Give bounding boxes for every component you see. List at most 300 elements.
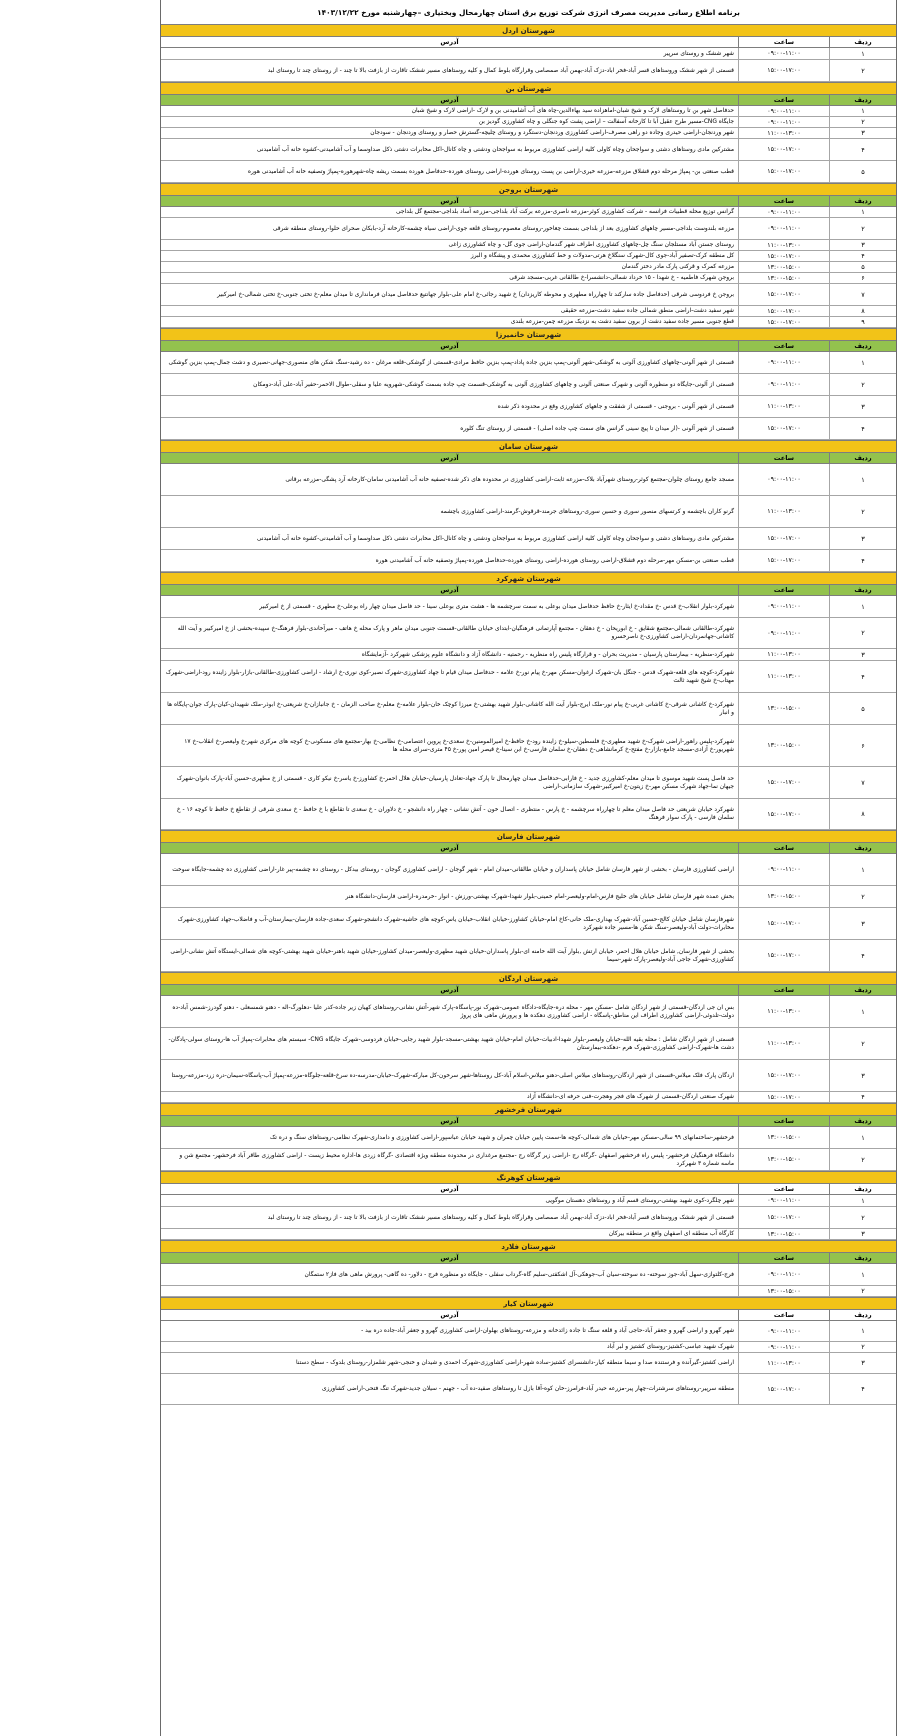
table-row [161, 1060, 896, 1092]
time-range: ۱۵:۰۰-۱۷:۰۰ [738, 1092, 829, 1102]
address-cell [161, 767, 738, 798]
row-number: ۴ [829, 418, 896, 439]
address-cell [161, 528, 738, 549]
city-heading: شهرستان فلارد [161, 1240, 896, 1253]
address-text: کل منطقه کرک-تصفیر آباد-جوی کال-شهرک سنگلاخ هرتی-مدولات و خط کشاورزی محمدی و پیشگاه و البرز [470, 253, 734, 259]
address-text: روستای جستن آباد مستلجان سنگ چل-چاههای کشاورزی اطراف شهر گندمان-اراضی جوی گل- و چاه کشاورزی زاغی [448, 242, 734, 248]
row-number: ۱ [829, 106, 896, 116]
city-heading: شهرستان بن [161, 82, 896, 95]
table-row [161, 1195, 896, 1207]
address-cell [161, 396, 738, 417]
time-range: ۱۵:۰۰-۱۷:۰۰ [738, 767, 829, 798]
row-number: ۳ [829, 649, 896, 660]
column-header-time: ساعت [738, 453, 829, 463]
address-cell [161, 128, 738, 138]
page-title: برنامه اطلاع رسانی مدیریت مصرف انرژی شرکت توزیع برق استان چهارمحال وبختیاری –چهارشنبه مورخ ۱۴۰۳/۱۲/۲۲ [317, 7, 740, 17]
table-row [161, 528, 896, 550]
address-text: شهر سفید دشت-اراضی منطق شمالی جاده سفید دشت-مزرعه حقیقی [560, 308, 734, 314]
time-range: ۱۱:۰۰-۱۳:۰۰ [738, 496, 829, 527]
column-header-row-no: ردیف [829, 341, 896, 351]
row-number: ۳ [829, 1229, 896, 1239]
table-row [161, 284, 896, 306]
address-text: شهرکرد خیابان شریعتی حد فاصل میدان معلم تا چهارراه سرچشمه - خ پارس - منتظری - اتصال خون - آتش نشانی - چهار راه دانشجو - خ دلاوران - خ سعدی تا تقاطع با خ حافظ - خ سعدی شرقی از تقاطع خ حافظ تا کوچه ۱۶ - خ سلمان فارسی - پارک سوار فرهنگ [176, 807, 734, 821]
address-cell [161, 60, 738, 81]
time-range: ۰۹:۰۰-۱۱:۰۰ [738, 618, 829, 648]
address-cell [161, 1229, 738, 1239]
city-heading: شهرستان اردگان [161, 972, 896, 985]
row-number: ۱ [829, 1127, 896, 1148]
address-cell [161, 317, 738, 327]
row-number: ۳ [829, 128, 896, 138]
time-range: ۰۹:۰۰-۱۱:۰۰ [738, 596, 829, 617]
address-cell [161, 240, 738, 250]
address-cell [161, 1207, 738, 1228]
column-header-time: ساعت [738, 843, 829, 853]
table-row [161, 767, 896, 799]
table-row [161, 1229, 896, 1240]
address-cell [161, 262, 738, 272]
table-row [161, 161, 896, 183]
address-cell [161, 251, 738, 261]
row-number: ۲ [829, 1028, 896, 1059]
time-range: ۱۵:۰۰-۱۷:۰۰ [738, 60, 829, 81]
row-number: ۵ [829, 693, 896, 724]
time-range: ۰۹:۰۰-۱۱:۰۰ [738, 352, 829, 373]
table-row [161, 550, 896, 572]
address-cell [161, 1127, 738, 1148]
address-text: قسمتی از شهر اردگان شامل : محله بقیه الله-خیابان ولیعصر-بلوار شهدا-ادبیات-خیابان امام-خیابان شهید بهشتی-مسجد-بلوار شهید رجایی-خیابان فردوسی-شهرک جایگاه CNG- سیستم های مخابرات-پمپاژ آب ها-روستای سولی-پادگان-دشت ها-شهرک-اراضی کشاورزی-شهرک هرم -دهکده-بیمارستان [168, 1036, 734, 1051]
address-cell [161, 596, 738, 617]
time-range: ۱۳:۰۰-۱۵:۰۰ [738, 1127, 829, 1148]
time-range: ۰۹:۰۰-۱۱:۰۰ [738, 464, 829, 495]
address-text: قسمتی از شهر آلونی - بروجنی - قسمتی از شفقت و جاههای کشاورزی وقع در محدوده ذکر شده [497, 403, 734, 410]
address-text: بروجن خ فردوسی شرقی (حدفاصل جاده سارکند تا چهارراه مطهری و محوطه کاریزدان) خ شهید رجائی-خ امام علی-بلوار جهانتیغ حدفاصل میدان فرمانداری تا میدان معلم-خ تختی جنوبی-خ تختی شمالی-خ امیرکبیر [217, 291, 734, 298]
row-number: ۱ [829, 996, 896, 1027]
row-number: ۴ [829, 139, 896, 160]
address-cell [161, 1353, 738, 1373]
address-cell [161, 661, 738, 692]
address-text: جایگاه CNG-مسیر طرح عقیل آبا تا کارخانه آسفالت – اراضی پشت کوه جنگلی و چاه کشاورزی گودیز بن [478, 119, 734, 125]
time-range: ۱۱:۰۰-۱۳:۰۰ [738, 996, 829, 1027]
address-cell [161, 886, 738, 907]
address-text: شهرکرد-خ کاشانی شرقی-خ کاشانی غربی-خ پیام نور-ملک ایرج-بلوار آیت الله کاشانی-بلوار شهید بهشتی-خ میرزا کوچک خان-بلوار علامه-خ معلم-خ صاحب الزمان - خ جانبازان-خ شریعتی-خ ابوذر-ملک شهیدان-کیان-پارک جوان-پایگاه ها و انبار [167, 701, 734, 716]
address-cell [161, 161, 738, 182]
column-header-address: آدرس [440, 844, 459, 852]
address-text: قطع جنوبی مسیر جاده سفید دشت از برون سفید دشت به نزدیک مزرعه چمن-مزرعه بلندی [510, 319, 734, 325]
time-range: ۰۹:۰۰-۱۱:۰۰ [738, 106, 829, 116]
column-header-time: ساعت [738, 1116, 829, 1126]
table-row [161, 661, 896, 693]
time-range: ۰۹:۰۰-۱۱:۰۰ [738, 1342, 829, 1352]
time-range: ۱۵:۰۰-۱۷:۰۰ [738, 550, 829, 571]
table-row [161, 886, 896, 908]
table-row [161, 1264, 896, 1286]
time-range: ۱۳:۰۰-۱۵:۰۰ [738, 1149, 829, 1170]
city-heading: شهرستان اردل [161, 24, 896, 37]
table-row [161, 128, 896, 139]
address-cell [161, 273, 738, 283]
column-header-address: آدرس [440, 342, 459, 350]
address-text: اردگان پارک فلک میلاس-قسمتی از شهر اردگان-روستاهای میلاس اصلی-دهنو میلاس-اسلام آباد-کل روستاها-شهر سرخون-کل مبارکه-شهرک-خیابان-مدرسه-ده سرخ-قلعه-جلوگاه-مزرعه-پمپاژ آب-پاسگاه-سیمان-دره زرد-مزرعه-روستا [171, 1072, 734, 1079]
table-row [161, 317, 896, 328]
address-cell [161, 48, 738, 59]
address-text: منطقه سرپیر-روستاهای سرشترات-چهار پیر-مزرعه حیدر آباد-فرامرز-خان کوه-آقا بازل تا روستاهای صفید-ده آب - جهنم - سیلان جدید-شهرک تنگ فتحی-اراضی کشاورزی [321, 1386, 734, 1392]
address-text: قسمتی از آلونی-جایگاه دو منظوره آلونی و شهرک صنعتی آلونی و چاههای کشاورزی آلونی به گوشکی-قسمت چپ جاده بسمت گوشکی-شهرویه علیا و سفلی-طوال الاحمر-حفیر آباد-علی آباد-دومکان [253, 381, 734, 388]
row-number: ۷ [829, 767, 896, 798]
table-header [161, 1253, 896, 1264]
row-number: ۳ [829, 396, 896, 417]
address-text: بس ان جی اردگان-قسمتی از شهر اردگان شامل -مسکن مهر - محله دره-جایگاه-دادگاه عمومی-شهرک نور-پاسگاه-پارک شهر-آتش نشانی-روستاهای کهیان زیر جاده-کدر علیا -دهلورگ-اله - دهنو شمسعلی - دهنو گودرز-شمس آباد-ده دولت-تلدوئی-اراضی کشاورزی اطراف این مناطق-پاسگاه - اراضی کشاورزی دهکده ها و پرورش ماهی های پروژ [172, 1004, 734, 1019]
row-number: ۱ [829, 352, 896, 373]
address-cell [161, 106, 738, 116]
address-text: مزرعه کمرک و قرکنی پارک مادر دختر گندمان [621, 264, 734, 270]
time-range: ۱۱:۰۰-۱۳:۰۰ [738, 128, 829, 138]
address-text: بروجن شهرک فاطمیه - خ شهدا - ۱۵ خرداد شمالی-دانشسرا-خ طالقانی غربی-مسجد شرقی [509, 275, 734, 281]
table-header [161, 985, 896, 996]
time-range: ۱۱:۰۰-۱۳:۰۰ [738, 1028, 829, 1059]
time-range: ۱۵:۰۰-۱۷:۰۰ [738, 139, 829, 160]
time-range: ۰۹:۰۰-۱۱:۰۰ [738, 1321, 829, 1341]
row-number: ۲ [829, 1207, 896, 1228]
row-number: ۲ [829, 618, 896, 648]
address-cell [161, 1092, 738, 1102]
table-row [161, 496, 896, 528]
table-header [161, 1116, 896, 1127]
row-number: ۳ [829, 1353, 896, 1373]
address-cell [161, 117, 738, 127]
row-number: ۱ [829, 1195, 896, 1206]
address-cell [161, 725, 738, 766]
time-range: ۱۳:۰۰-۱۵:۰۰ [738, 693, 829, 724]
column-header-address: آدرس [440, 197, 459, 205]
time-range: ۱۵:۰۰-۱۷:۰۰ [738, 161, 829, 182]
column-header-time: ساعت [738, 37, 829, 47]
table-row [161, 725, 896, 767]
table-row [161, 1207, 896, 1229]
address-text: فرخشهر-ساختمانهای ۹۹ سالی-مسکن مهر-خیابان های شمالی-کوچه ها-سمت پایین خیابان چمران و شهید خیابان عباسپور-اراضی کشاورزی و دامداری-شهرک نظامی-روستاهای سنگ و دره تک [270, 1134, 734, 1141]
address-text: شهرکرد-بلوار انقلاب-خ قدس -خ مقداد-خ ایثار-خ حافظ حدفاصل میدان بوعلی به سمت سرچشمه ها - هشت متری بوعلی سینا - حد فاصل میدان چهار راه بوعلی-خ مطهری - قسمتی از خ امیرکبیر [259, 603, 734, 610]
time-range: ۱۵:۰۰-۱۷:۰۰ [738, 251, 829, 261]
time-range: ۱۱:۰۰-۱۳:۰۰ [738, 649, 829, 660]
address-cell [161, 940, 738, 971]
address-cell [161, 418, 738, 439]
address-text: شهر گهرو و اراضی گهرو و جعفر آباد-حاجی آباد و قلعه سنگ تا جاده زائدخانه و مزرعه-روستاهای بهلوان-اراضی کشاورزی گهرو و جعفر آباد-جاده دره بید - [361, 1328, 734, 1334]
table-header [161, 453, 896, 464]
address-cell [161, 996, 738, 1027]
address-cell [161, 1374, 738, 1404]
address-cell [161, 1264, 738, 1285]
address-text: دانشگاه فرهنگیان فرخشهر- پلیس راه فرخشهر اصفهان -گرگاه رج -اراضی زیر گرگاه رج -مجتمع مرغداری در محدوده منطقه ویژه اقتصادی -گرگاه زردی ها-اداره محیط زیست - اراضی کشاورزی طاقر آباد فرخشهر- مجتمع شن و ماسه شماره ۳ شهرکرد [179, 1152, 734, 1167]
address-cell [161, 1342, 738, 1352]
row-number: ۶ [829, 725, 896, 766]
address-text: قسمتی از شهر ششک وروستاهای قسر آباد-فخر اباد-دزک آباد-بهمن آباد صمصامی وقرارگاه بلوط کمال و کلیه روستاهای مسیر ششک تاقارت از بازفت بالا تا چند - از روستای چند تا روستای لبد [267, 67, 734, 74]
address-text: مشترکین مادی روستاهای دشتی و سواجحان وچاه کاولی کلیه اراضی کشاورزی مربوط به سواجحان ودشتی و چاه کانال-اکل مخابرات دشتی ذکل صداوسما و آب آشامیدنی-کشوه خانه آب آشامیدنی [256, 146, 734, 153]
column-header-time: ساعت [738, 196, 829, 206]
address-text: شهر چلگرد-کوی شهید بهشتی-روستای قسم آباد و روستاهای دهستان موگویی [545, 1197, 734, 1204]
table-row [161, 48, 896, 60]
table-header [161, 843, 896, 854]
row-number: ۸ [829, 799, 896, 829]
table-header [161, 95, 896, 106]
address-cell [161, 1286, 738, 1296]
table-row [161, 799, 896, 830]
column-header-address: آدرس [440, 1117, 459, 1125]
time-range: ۱۱:۰۰-۱۳:۰۰ [738, 240, 829, 250]
address-cell [161, 854, 738, 885]
column-header-time: ساعت [738, 341, 829, 351]
time-range: ۱۵:۰۰-۱۷:۰۰ [738, 306, 829, 316]
row-number: ۱ [829, 464, 896, 495]
city-heading: شهرستان فارسان [161, 830, 896, 843]
table-row [161, 596, 896, 618]
time-range: ۱۵:۰۰-۱۷:۰۰ [738, 317, 829, 327]
row-number: ۸ [829, 306, 896, 316]
time-range: ۱۵:۰۰-۱۷:۰۰ [738, 1374, 829, 1404]
table-row [161, 464, 896, 496]
row-number: ۲ [829, 886, 896, 907]
time-range: ۱۱:۰۰-۱۳:۰۰ [738, 396, 829, 417]
table-header [161, 585, 896, 596]
row-number: ۴ [829, 1374, 896, 1404]
column-header-time: ساعت [738, 985, 829, 995]
time-range: ۱۵:۰۰-۱۷:۰۰ [738, 908, 829, 939]
address-cell [161, 799, 738, 829]
time-range: ۱۳:۰۰-۱۵:۰۰ [738, 886, 829, 907]
row-number: ۴ [829, 550, 896, 571]
column-header-time: ساعت [738, 585, 829, 595]
row-number: ۳ [829, 240, 896, 250]
address-text: قسمتی از شهر آلونی -(ار میدان تا پیچ سینی گرانس های سمت چپ جاده اصلی) - قسمتی از روستای تنگ کلوره [460, 425, 734, 432]
column-header-row-no: ردیف [829, 1253, 896, 1263]
table-row [161, 1028, 896, 1060]
table-row [161, 251, 896, 262]
table-row [161, 117, 896, 128]
table-row [161, 396, 896, 418]
row-number: ۴ [829, 940, 896, 971]
row-number: ۴ [829, 251, 896, 261]
address-text: اراضی کشاورزی فارسان - بخشی از شهر فارسان شامل خیابان پاسداران و خیابان طالقانی-میدان امام - شهر گوجان - اراضی کشاورزی گوجان - روستای بیدکل - روستای ده چشمه-پیر غار-اراضی کشاورزی ده چشمه-جایگاه سوخت [172, 866, 734, 873]
column-header-address: آدرس [440, 454, 459, 462]
address-cell [161, 1321, 738, 1341]
column-header-address: آدرس [440, 586, 459, 594]
table-row [161, 1092, 896, 1103]
table-row [161, 649, 896, 661]
table-row [161, 693, 896, 725]
address-cell [161, 908, 738, 939]
address-cell [161, 1028, 738, 1059]
column-header-address: آدرس [440, 1185, 459, 1193]
column-header-time: ساعت [738, 1253, 829, 1263]
address-text: حدفاصل شهر بن تا روستاهای لارک و شیخ شبان-اماهزاده سید بهاءالدین-چاه های آب آشامیدنی بن و لارک -اراضی لارک و شیخ شبان [411, 108, 734, 114]
column-header-row-no: ردیف [829, 1310, 896, 1320]
address-text: گرنو کاران باچشمه و کرتسهای منصور سوری و حسین سوری-روستاهای جرمند-قرقوش-گرمند-اراضی کشاورزی باچشمه [440, 508, 734, 515]
address-cell [161, 139, 738, 160]
table-row [161, 262, 896, 273]
time-range: ۰۹:۰۰-۱۱:۰۰ [738, 218, 829, 239]
address-text: اراضی کشتیز-گیرآنده و فرستنده صدا و سیما منطقه کیار-دانشسرای کشتیز-ساده شهر-اراضی کشاورزی-شهرک احمدی و شیدان و خنجی-شهر شلمزار-روستای بلدوک - سطح دستنا [296, 1360, 734, 1366]
row-number: ۴ [829, 1092, 896, 1102]
address-text: قسمتی از شهر آلونی-چاههای کشاورزی آلونی به گوشکی-شهر آلونی-پمپ بنزین جاده پاداد-پمپ بنزین حافظ مرادی-قسمتی از گوشکی-قلعه مرغان - ده رشید-سنگ شکن های منصوری-جهانی-نصیری و دشت جمال-پمپ بنزین گوشکی [168, 359, 734, 366]
time-range: ۰۹:۰۰-۱۱:۰۰ [738, 1195, 829, 1206]
row-number: ۳ [829, 908, 896, 939]
row-number: ۲ [829, 1149, 896, 1170]
address-text: کارگاه آب منطقه ای اصفهان واقع در منطقه بیرکان [608, 1231, 734, 1237]
row-number: ۱ [829, 854, 896, 885]
address-cell [161, 1149, 738, 1170]
row-number: ۲ [829, 117, 896, 127]
table-row [161, 352, 896, 374]
address-text: بخشی از شهر فارسان, شامل خیابان هلال احمر، خیابان ارتش ,بلوار آیت الله خامنه ای-بلوار پاسداران-خیابان شهید مطهری-ولیعصر-میدان کشاورز-خیابان شهید باهنر-خیابان شهید بهشتی-کوچه های شمالی-ایستگاه آتش نشانی-اراضی کشاورزی-شهرک جاجی آباد-ولیعصر-پارک شهر-سیما [170, 948, 734, 963]
address-cell [161, 496, 738, 527]
address-cell [161, 464, 738, 495]
table-row [161, 374, 896, 396]
address-text: قطب صنعتی بن-مسکن مهر-مرحله دوم قشلاق-اراضی روستای هورده-اراضی روستای هورده-حدفاصل هورده-پمپاژ وتصفیه خانه آب آشامیدنی هوره [375, 557, 734, 564]
table-row [161, 1353, 896, 1374]
row-number: ۱ [829, 596, 896, 617]
table-row [161, 306, 896, 317]
table-row [161, 996, 896, 1028]
row-number: ۲ [829, 496, 896, 527]
address-text: شهرکرد-پلیس راهور-اراضی شهرک-خ شهید مطهری-خ فلسطین-سیلو-خ زاینده رود-خ حافظ-خ امیرالمومنین-خ سعدی-خ پروین اعتصامی-خ نظامی-خ بهار-مجتمع های مسکونی-خ کوچه های مرکزی شهر-خ ولیعصر-خ انقلاب-خ ۱۷ شهریور-خ آزادی-مسجد جامع-بازار-خ مفتح-خ کرمانشاهی-خ دهقان-خ سلمان فارسی-خ ابن سینا-خ قیصر امین پور-خ ۴۵ متری-سرای محله ها [184, 738, 734, 753]
address-text: شهر ششک و روستای سرپیر [663, 50, 734, 57]
address-cell [161, 618, 738, 648]
column-header-row-no: ردیف [829, 843, 896, 853]
column-header-address: آدرس [440, 1311, 459, 1319]
row-number: ۲ [829, 218, 896, 239]
row-number: ۷ [829, 284, 896, 305]
address-cell [161, 207, 738, 217]
column-header-time: ساعت [738, 1184, 829, 1194]
time-range: ۱۵:۰۰-۱۷:۰۰ [738, 284, 829, 305]
table-row [161, 1127, 896, 1149]
time-range: ۱۵:۰۰-۱۷:۰۰ [738, 1207, 829, 1228]
address-cell [161, 550, 738, 571]
column-header-row-no: ردیف [829, 37, 896, 47]
address-cell [161, 352, 738, 373]
address-cell [161, 1060, 738, 1091]
row-number: ۲ [829, 1342, 896, 1352]
table-header [161, 1310, 896, 1321]
column-header-time: ساعت [738, 95, 829, 105]
row-number: ۴ [829, 661, 896, 692]
address-text: شهرک صنعتی اردگان-قسمتی از شهرک های فجر وهجرت-فنی حرفه ای-دانشگاه آزاد [526, 1094, 734, 1100]
column-header-row-no: ردیف [829, 95, 896, 105]
announcement-table [160, 0, 897, 1736]
table-row [161, 273, 896, 284]
city-heading: شهرستان خانمیرزا [161, 328, 896, 341]
row-number: ۳ [829, 1060, 896, 1091]
row-number: ۵ [829, 262, 896, 272]
time-range: ۰۹:۰۰-۱۱:۰۰ [738, 854, 829, 885]
column-header-row-no: ردیف [829, 196, 896, 206]
row-number: ۲ [829, 60, 896, 81]
column-header-address: آدرس [440, 96, 459, 104]
row-number: ۱ [829, 1264, 896, 1285]
time-range: ۱۱:۰۰-۱۳:۰۰ [738, 1353, 829, 1373]
row-number: ۳ [829, 528, 896, 549]
column-header-row-no: ردیف [829, 1116, 896, 1126]
time-range: ۱۵:۰۰-۱۷:۰۰ [738, 418, 829, 439]
city-heading: شهرستان فرخشهر [161, 1103, 896, 1116]
address-text: شهرک شهید عباسی-کشتیز-روستای کشتیز و لبر آباد [606, 1344, 734, 1350]
city-heading: شهرستان کیار [161, 1297, 896, 1310]
time-range: ۱۵:۰۰-۱۷:۰۰ [738, 940, 829, 971]
address-cell [161, 649, 738, 660]
table-row [161, 218, 896, 240]
table-row [161, 1321, 896, 1342]
table-header [161, 196, 896, 207]
city-heading: شهرستان سامان [161, 440, 896, 453]
table-row [161, 60, 896, 82]
address-text: قسمتی از شهر ششک وروستاهای قسر آباد-فخر اباد-دزک آباد-بهمن آباد صمصامی وقرارگاه بلوط کمال و کلیه روستاهای مسیر ششک تاقارت از بازفت بالا تا چند - از روستای چند تا روستای لبد [267, 1214, 734, 1221]
time-range: ۱۳:۰۰-۱۵:۰۰ [738, 1229, 829, 1239]
column-header-address: آدرس [440, 1254, 459, 1262]
city-heading: شهرستان شهرکرد [161, 572, 896, 585]
address-cell [161, 374, 738, 395]
address-text: شهر وردنجان-اراضی حیدری وجاده دو راهی مصرف-اراضی کشاورزی وردنجان-دستگرد و روستای چلیچه-گسترش حصار و روستای وردنجان - سودجان [370, 130, 734, 136]
address-cell [161, 284, 738, 305]
column-header-row-no: ردیف [829, 585, 896, 595]
address-text: شهرکرد-منظریه - بیمارستان پارسیان - مدیریت بحران - و قرارگاه پلیس راه منظریه - رحمتیه - دانشگاه آزاد و دانشگاه علوم پزشکی شهرکرد -آزمایشگاه [361, 651, 734, 658]
row-number: ۱ [829, 207, 896, 217]
address-text: شهرفارسان شامل خیابان کالج-حسین آباد-شهرک بهداری-ملک خانی-کاخ امام-خیابان کشاورز-خیابان انقلاب-خیابان یاس-کوچه های حاشیه-شهرک دانشجو-شهرک سعدی-جاده فارسان-بیمارستان-آب و فاضلاب-جهاد کشاورزی-شهرک مخابرات-دولت آباد-ولیعصر-سنگ شکن ها-مسیر جاده شهرکرد [177, 916, 734, 931]
table-row [161, 908, 896, 940]
table-header [161, 1184, 896, 1195]
address-text: شهرکرد-کوچه های قلعه-شهرک قدس - جنگل بان-شهرک ارغوان-مسکن مهر-خ پیام نور-خ علامه - حدفاصل میدان قیام تا جهاد کشاورزی-شهرک نصیر-کوی نوری-خ ارشاد - اراضی کشاورزی-طالقانی-بازار-بلوار زاینده رود-اراضی-شهرک مهتاب-خ شیخ شهید ثالث [165, 669, 734, 684]
time-range: ۰۹:۰۰-۱۱:۰۰ [738, 117, 829, 127]
address-text: بخش عمده شهر فارسان شامل خیابان های خلیج فارس-امام-ولیعصر-امام خمینی-بلوار شهدا-شهرک بهشتی-ورزش - انوار -خرمدره-اراضی فارسان-دانشگاه هنر [345, 893, 734, 900]
time-range: ۰۹:۰۰-۱۱:۰۰ [738, 48, 829, 59]
table-row [161, 418, 896, 440]
address-text: مشترکین مادی روستاهای دشتی و سواجحان وچاه کاولی کلیه اراضی کشاورزی مربوط به سواجحان ودشتی و چاه کانال-اکل مخابرات دشتی ذکل صداوسما و آب آشامیدنی-کشوه خانه آب آشامیدنی [256, 535, 734, 542]
row-number: ۵ [829, 161, 896, 182]
time-range: ۰۹:۰۰-۱۱:۰۰ [738, 1264, 829, 1285]
column-header-time: ساعت [738, 1310, 829, 1320]
address-text: حد فاصل پست شهید موسوی تا میدان معلم-کشاورزی جدید - خ فارابی-حدفاصل میدان چهارمحال تا پارک جهاد-تعادل پارسیان-خیابان هلال احمر-خ کشاورز-خ یاسر-خ نیکو کاری - قسمتی از خ مطهری-حسین آباد-پارک بانوان-شهرک جیهان نما-جهاد شهرک مسکن مهر-خ زیتون-خ امیرکبیر-شهرک سازمانی-اراضی [176, 775, 734, 790]
time-range: ۰۹:۰۰-۱۱:۰۰ [738, 374, 829, 395]
address-text: مزرعه بلندوست بلداجی-مسیر چاههای کشاورزی بعد از بلداجی بسمت چغاخور-روستای معصوم-روستای قلعه جوی-اراضی سیاه چشمه-کارخانه آرد-بابکان صحرای حلوا-روستای منطقه شرقی [272, 225, 734, 232]
address-cell [161, 306, 738, 316]
table-row [161, 1342, 896, 1353]
table-row [161, 1286, 896, 1297]
row-number: ۲ [829, 374, 896, 395]
time-range: ۱۳:۰۰-۱۵:۰۰ [738, 262, 829, 272]
time-range: ۱۳:۰۰-۱۵:۰۰ [738, 1286, 829, 1296]
time-range: ۱۵:۰۰-۱۷:۰۰ [738, 799, 829, 829]
table-row [161, 940, 896, 972]
address-cell [161, 693, 738, 724]
city-heading: شهرستان بروجن [161, 183, 896, 196]
time-range: ۱۳:۰۰-۱۵:۰۰ [738, 273, 829, 283]
address-cell [161, 218, 738, 239]
column-header-address: آدرس [440, 38, 459, 46]
address-text: قطب صنعتی بن- پمپاژ مرحله دوم قشلاق مزرعه-مزرعه خیری-اراضی بن پست روستای هورده-اراضی روستای هورده-حدفاصل هورده بسمت ریشه چاه-شهرهوره-پمپاژ وتصفیه خانه آب آشامیدنی هوره [247, 168, 734, 175]
table-row [161, 854, 896, 886]
column-header-row-no: ردیف [829, 985, 896, 995]
column-header-row-no: ردیف [829, 453, 896, 463]
time-range: ۱۱:۰۰-۱۳:۰۰ [738, 661, 829, 692]
table-row [161, 1374, 896, 1405]
table-header [161, 37, 896, 48]
table-row [161, 139, 896, 161]
row-number: ۱ [829, 48, 896, 59]
address-text: شهرکرد-طالقانی شمالی-مجتمع شقایق - خ ابوریحان - خ دهقان - مجتمع آپارتمانی فرهنگیان-ابتدای خیابان طالقانی-قسمت جنوبی میدان ماهر و پارک محله خ هاتف - میرآخاندی-بلوار فرهنگ-خ سپیده-بخشی از خ امیرکبیر و آیت الله کاشانی-جهانمردان-اراضی کشاورزی-خ ناصرخسرو [177, 626, 734, 640]
row-number: ۲ [829, 1286, 896, 1296]
table-row [161, 106, 896, 117]
address-text: فرج-کلتوازی-سهل آباد-جوز سوخته- ده سوخته-سیان آب-جوهکی-آل اشکفتی-سلیم گاه-گرداب سفلی - جایگاه دو منظوره فرج - دلاور- ده گاهی- پرورش ماهی های فاز۲ ستمگان [304, 1271, 734, 1278]
table-header [161, 341, 896, 352]
address-cell [161, 1195, 738, 1206]
